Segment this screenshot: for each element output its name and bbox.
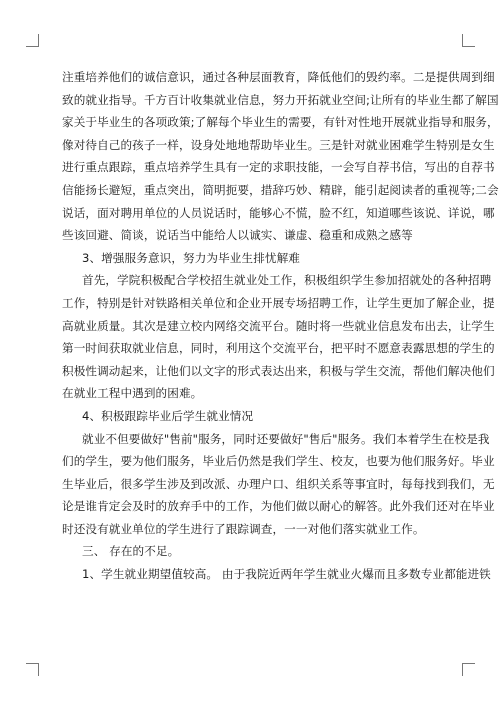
body-text-line: 注重培养他们的诚信意识，通过各种层面教育，降低他们的毁约率。二是提供周到细 [62, 70, 495, 84]
document-body [62, 66, 499, 586]
body-text-line: 高就业质量。其次是建立校内网络交流平台。随时将一些就业信息发布出去，让学生 [62, 318, 495, 333]
crop-mark-top-right [462, 34, 475, 47]
body-text-line: 们的学生，要为他们服务，毕业后仍然是我们学生、校友，也要为他们服务好。毕业 [62, 454, 495, 469]
body-text-line: 进行重点跟踪，重点培养学生具有一定的求职技能，一会写自荐书信，写出的自荐书 [62, 160, 495, 175]
section-heading: 4、积极跟踪毕业后学生就业情况 [82, 408, 254, 423]
body-text-line: 工作，特别是针对铁路相关单位和企业开展专场招聘工作，让学生更加了解企业，提 [62, 295, 495, 310]
crop-mark-top-left [26, 34, 39, 47]
body-text-line: 首先，学院积极配合学校招生就业处工作，积极组织学生参加招就处的各种招聘 [82, 273, 492, 288]
body-text-line: 家关于毕业生的各项政策;了解每个毕业生的需要，有针对性地开展就业指导和服务， [62, 115, 499, 130]
body-text-line: 论是谁肯定会及时的放弃手中的工作，为他们做以耐心的解答。此外我们还对在毕业 [62, 499, 495, 514]
section-heading: 3、增强服务意识，努力为毕业生排忧解难 [82, 250, 300, 265]
body-text-line: 在就业工程中遇到的困难。 [62, 386, 203, 401]
body-text-line: 说话，面对聘用单位的人员说话时，能够心不慌，脸不红，知道哪些该说、详说，哪 [62, 205, 495, 220]
crop-mark-bottom-left [26, 663, 39, 676]
body-text-line: 信能扬长避短，重点突出，简明扼要，措辞巧妙、精辟，能引起阅读者的重视等;二会 [62, 182, 499, 197]
body-text-line: 就业不但要做好"售前"服务，同时还要做好"售后"服务。我们本着学生在校是我 [82, 431, 490, 446]
crop-mark-bottom-right [462, 663, 475, 676]
body-text-line: 些该回避、简谈，说话当中能给人以诚实、谦虚、稳重和成熟之感等 [62, 228, 413, 243]
section-heading: 三、 存在的不足。 [82, 544, 180, 559]
body-text-line: 时还没有就业单位的学生进行了跟踪调查，一一对他们落实就业工作。 [62, 521, 425, 536]
body-text-line: 生毕业后，很多学生涉及到改派、办理户口、组织关系等事宜时，每每找到我们，无 [62, 476, 495, 491]
body-text-line: 像对待自己的孩子一样，设身处地地帮助毕业生。三是针对就业困难学生特别是女生 [62, 137, 495, 152]
body-text-line: 第一时间获取就业信息，同时，利用这个交流平台，把平时不愿意表露思想的学生的 [62, 341, 495, 356]
body-text-line: 积极性调动起来，让他们以文字的形式表达出来，积极与学生交流，帮他们解决他们 [62, 363, 495, 378]
body-text-line: 1、学生就业期望值较高。 由于我院近两年学生就业火爆而且多数专业都能进铁 [82, 567, 491, 582]
body-text-line: 致的就业指导。千方百计收集就业信息，努力开拓就业空间;让所有的毕业生都了解国 [62, 92, 499, 107]
